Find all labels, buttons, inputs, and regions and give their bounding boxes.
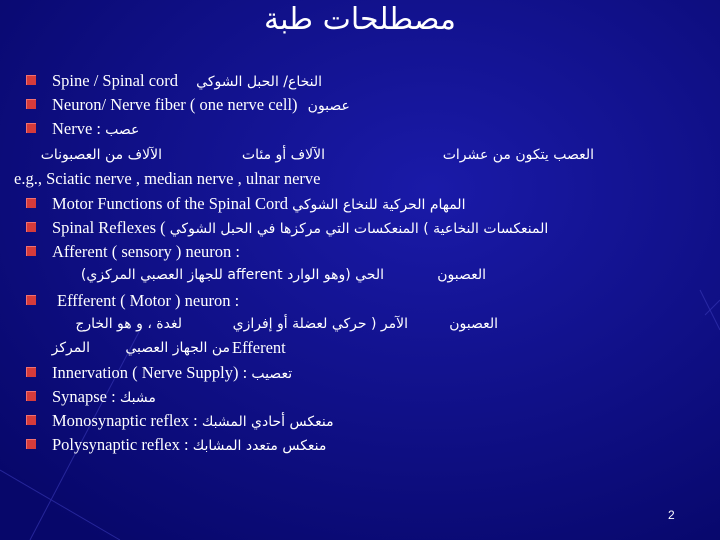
term-arabic: المهام الحركية للنخاع الشوكي [292, 197, 466, 213]
nerve-definition-part3: الآلاف من العصبونات [40, 147, 162, 163]
term-english: Polysynaptic reflex : [52, 435, 189, 454]
term-english: Spine / Spinal cord [52, 71, 179, 90]
page-number: 2 [668, 508, 675, 522]
bullet-marker [26, 75, 36, 85]
term-spine [52, 70, 322, 93]
bullet-marker [26, 99, 36, 109]
bullet-marker [26, 198, 36, 208]
term-english: Spinal Reflexes ( [52, 218, 166, 237]
bullet-marker [26, 367, 36, 377]
efferent-definition-part3: لغدة ، و هو الخارج [75, 316, 182, 332]
term-arabic: عصب [105, 122, 140, 138]
monosynaptic-reflex [52, 410, 334, 433]
motor-functions [52, 193, 465, 216]
efferent-definition-part2: الآمر ( حركي لعضلة أو إفرازي [232, 316, 408, 332]
nerve-definition-part1: العصب يتكون من عشرات [442, 147, 594, 163]
term-english: Innervation ( Nerve Supply) : [52, 363, 248, 382]
efferent-term: Efferent [232, 338, 286, 357]
polysynaptic-reflex [52, 434, 326, 457]
efferent-neuron: Effferent ( Motor ) neuron : [57, 291, 240, 310]
afferent-definition-part2: الحي (وهو الوارد afferent للجهاز العصبي المركزي) [80, 267, 384, 283]
term-arabic: مشبك [119, 390, 156, 406]
bullet-marker [26, 246, 36, 256]
term-english: Motor Functions of the Spinal Cord [52, 194, 289, 213]
term-arabic: تعصيب [251, 366, 293, 382]
bullet-marker [26, 222, 36, 232]
bullet-marker [26, 295, 36, 305]
bullet-marker [26, 439, 36, 449]
efferent-definition-part1: العصبون [449, 316, 498, 332]
term-english: Monosynaptic reflex : [52, 411, 198, 430]
examples-line: e.g., Sciatic nerve , median nerve , ulnar nerve [14, 169, 321, 188]
bullet-marker [26, 415, 36, 425]
spinal-reflexes [52, 217, 548, 240]
term-english: Nerve : [52, 119, 102, 138]
term-english: Neuron/ Nerve fiber ( one nerve cell) [52, 95, 298, 114]
synapse [52, 386, 156, 409]
bullet-marker [26, 123, 36, 133]
term-arabic: منعكس متعدد المشابك [192, 438, 327, 454]
term-arabic: منعكس أحادي المشبك [201, 414, 334, 430]
term-nerve [52, 118, 139, 141]
efferent-definition-part4: المركز [51, 340, 90, 356]
term-arabic: النخاع/ الحبل الشوكي [196, 74, 323, 90]
term-arabic: عصبون [307, 98, 350, 114]
afferent-definition-part1: العصبون [437, 267, 486, 283]
term-neuron [52, 94, 350, 117]
innervation [52, 362, 292, 385]
afferent-neuron: Afferent ( sensory ) neuron : [52, 242, 241, 261]
nerve-definition-part2: الآلاف أو مئات [241, 147, 325, 163]
term-arabic: المنعكسات النخاعية ) المنعكسات التي مركزها في الحبل الشوكي [169, 221, 549, 237]
efferent-definition-part5: من الجهاز العصبي [125, 340, 230, 356]
slide-title: مصطلحات طبة [264, 2, 456, 37]
bullet-marker [26, 391, 36, 401]
term-english: Synapse : [52, 387, 116, 406]
